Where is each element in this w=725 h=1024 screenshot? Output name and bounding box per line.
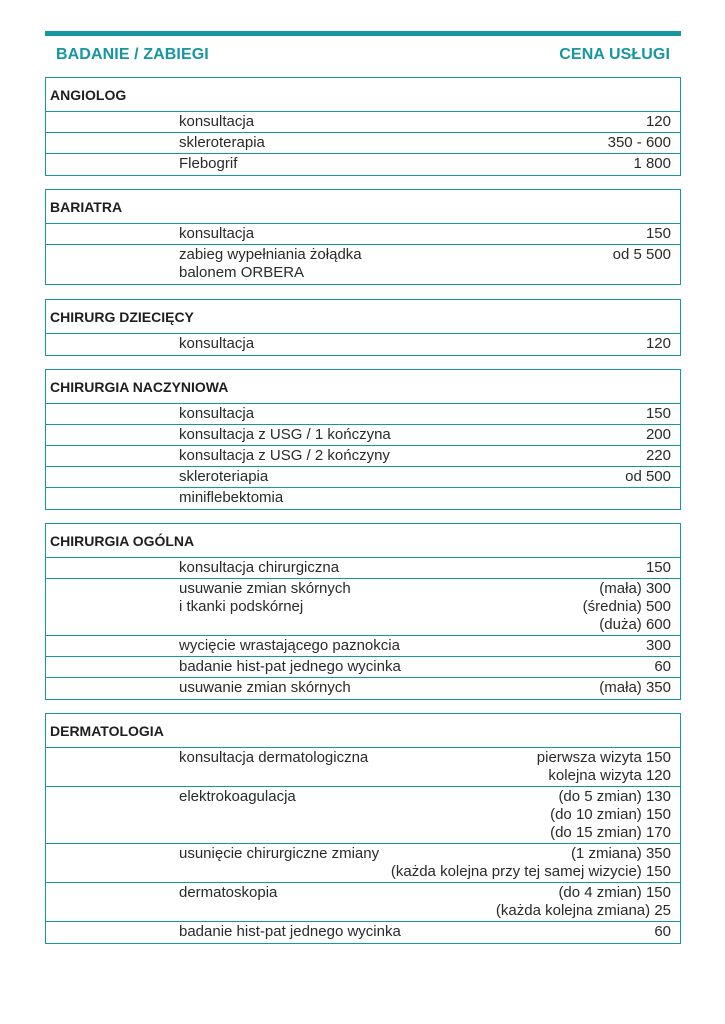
service-price xyxy=(613,246,671,264)
service-price-line: 120 xyxy=(645,113,671,130)
service-name-line: skleroterapia xyxy=(179,134,265,151)
service-price xyxy=(537,749,671,785)
service-name-line: konsultacja z USG / 1 kończyna xyxy=(179,426,391,443)
service-name-line: elektrokoagulacja xyxy=(179,788,296,805)
service-row xyxy=(46,334,680,355)
service-price xyxy=(646,335,671,353)
service-name-line: usuwanie zmian skórnych xyxy=(179,679,351,696)
service-price-line: (mała) 350 xyxy=(599,679,671,696)
service-price-line: 60 xyxy=(654,658,671,675)
service-price-line: 300 xyxy=(645,637,671,654)
service-price-line: 150 xyxy=(645,559,671,576)
section-chirurg-dziecięcy xyxy=(45,299,681,356)
service-price-line: 120 xyxy=(645,335,671,352)
service-row xyxy=(46,467,680,488)
header-service-label: BADANIE / ZABIEGI xyxy=(56,46,209,63)
service-name xyxy=(179,749,419,767)
service-row xyxy=(46,787,680,844)
section-title: CHIRURG DZIECIĘCY xyxy=(46,300,680,334)
service-price-line: 60 xyxy=(654,923,671,940)
service-price-line: 1 800 xyxy=(633,155,671,172)
service-name-line: wycięcie wrastającego paznokcia xyxy=(179,637,400,654)
service-name xyxy=(179,426,419,444)
service-price-line: 150 xyxy=(645,405,671,422)
service-name xyxy=(179,113,419,131)
service-name xyxy=(179,658,419,676)
service-price xyxy=(646,447,671,465)
service-row xyxy=(46,154,680,175)
service-price-line: (1 zmiana) 350 xyxy=(570,845,671,862)
service-name xyxy=(179,405,419,423)
service-name-line: zabieg wypełniania żołądka xyxy=(179,246,362,263)
service-price-line: (każda kolejna zmiana) 25 xyxy=(495,902,671,919)
section-title: CHIRURGIA NACZYNIOWA xyxy=(46,370,680,404)
service-price-line: od 500 xyxy=(625,468,671,485)
service-name xyxy=(179,134,419,152)
service-price xyxy=(646,426,671,444)
service-price-line: 350 - 600 xyxy=(607,134,671,151)
section-bariatra xyxy=(45,189,681,285)
service-name xyxy=(179,679,419,697)
service-price xyxy=(646,225,671,243)
service-price-line: (do 4 zmian) 150 xyxy=(558,884,671,901)
service-name xyxy=(179,637,419,655)
service-price-line: od 5 500 xyxy=(612,246,671,263)
service-name-line: skleroteriapia xyxy=(179,468,269,485)
service-price-line: (do 5 zmian) 130 xyxy=(558,788,671,805)
service-name-line: usunięcie chirurgiczne zmiany xyxy=(179,845,380,862)
service-row xyxy=(46,425,680,446)
service-price-line: kolejna wizyta 120 xyxy=(548,767,671,784)
service-price-line: 220 xyxy=(645,447,671,464)
service-price xyxy=(633,155,671,173)
service-name xyxy=(179,580,419,616)
service-name-line: konsultacja chirurgiczna xyxy=(179,559,340,576)
service-price xyxy=(646,113,671,131)
service-row xyxy=(46,883,680,922)
service-price-line: 150 xyxy=(645,225,671,242)
service-name xyxy=(179,559,419,577)
service-name xyxy=(179,246,419,282)
service-row xyxy=(46,488,680,509)
service-name-line: Flebogrif xyxy=(179,155,238,172)
service-name-line: usuwanie zmian skórnych xyxy=(179,580,351,597)
service-price xyxy=(550,788,671,842)
service-price xyxy=(599,679,671,697)
service-price xyxy=(625,468,671,486)
section-title: DERMATOLOGIA xyxy=(46,714,680,748)
service-name xyxy=(179,884,419,902)
service-name xyxy=(179,155,419,173)
section-title: CHIRURGIA OGÓLNA xyxy=(46,524,680,558)
service-row xyxy=(46,579,680,636)
price-list-header xyxy=(45,46,681,68)
service-price-line: 200 xyxy=(645,426,671,443)
service-row xyxy=(46,245,680,284)
service-row xyxy=(46,558,680,579)
service-row xyxy=(46,446,680,467)
service-price xyxy=(496,884,671,920)
service-row xyxy=(46,748,680,787)
service-name-line: konsultacja xyxy=(179,335,255,352)
section-chirurgia-naczyniowa xyxy=(45,369,681,510)
service-row xyxy=(46,636,680,657)
service-price-line: (średnia) 500 xyxy=(582,598,671,615)
service-name xyxy=(179,923,419,941)
service-row xyxy=(46,922,680,943)
service-row xyxy=(46,657,680,678)
section-title: ANGIOLOG xyxy=(46,78,680,112)
service-name-line: badanie hist-pat jednego wycinka xyxy=(179,923,401,940)
service-row xyxy=(46,224,680,245)
service-name-line: i tkanki podskórnej xyxy=(179,598,304,615)
service-name xyxy=(179,447,419,465)
service-price xyxy=(646,559,671,577)
section-dermatologia xyxy=(45,713,681,944)
service-name xyxy=(179,845,419,863)
service-name-line: balonem ORBERA xyxy=(179,264,305,281)
service-row xyxy=(46,133,680,154)
section-title: BARIATRA xyxy=(46,190,680,224)
service-row xyxy=(46,112,680,133)
service-price-line: (duża) 600 xyxy=(599,616,671,633)
service-name xyxy=(179,225,419,243)
service-name-line: dermatoskopia xyxy=(179,884,278,901)
service-row xyxy=(46,844,680,883)
service-price xyxy=(391,845,671,881)
service-name-line: miniflebektomia xyxy=(179,489,284,506)
header-price-label: CENA USŁUGI xyxy=(559,46,670,63)
service-price xyxy=(646,637,671,655)
service-name-line: konsultacja xyxy=(179,113,255,130)
service-name-line: badanie hist-pat jednego wycinka xyxy=(179,658,401,675)
service-price-line: (do 10 zmian) 150 xyxy=(550,806,671,823)
service-name-line: konsultacja xyxy=(179,225,255,242)
service-price xyxy=(654,923,671,941)
service-row xyxy=(46,404,680,425)
service-price xyxy=(646,405,671,423)
section-angiolog xyxy=(45,77,681,176)
service-name-line: konsultacja z USG / 2 kończyny xyxy=(179,447,390,464)
service-price xyxy=(583,580,671,634)
service-name xyxy=(179,489,419,507)
service-name xyxy=(179,335,419,353)
service-name-line: konsultacja dermatologiczna xyxy=(179,749,369,766)
service-price-line: pierwsza wizyta 150 xyxy=(536,749,671,766)
service-name xyxy=(179,468,419,486)
service-name xyxy=(179,788,419,806)
service-price xyxy=(654,658,671,676)
service-price-line: (każda kolejna przy tej samej wizycie) 150 xyxy=(390,863,671,880)
service-name-line: konsultacja xyxy=(179,405,255,422)
service-price-line: (mała) 300 xyxy=(599,580,671,597)
section-chirurgia-ogólna xyxy=(45,523,681,700)
top-accent-bar xyxy=(45,31,681,36)
service-row xyxy=(46,678,680,699)
service-price xyxy=(608,134,671,152)
service-price-line: (do 15 zmian) 170 xyxy=(550,824,671,841)
